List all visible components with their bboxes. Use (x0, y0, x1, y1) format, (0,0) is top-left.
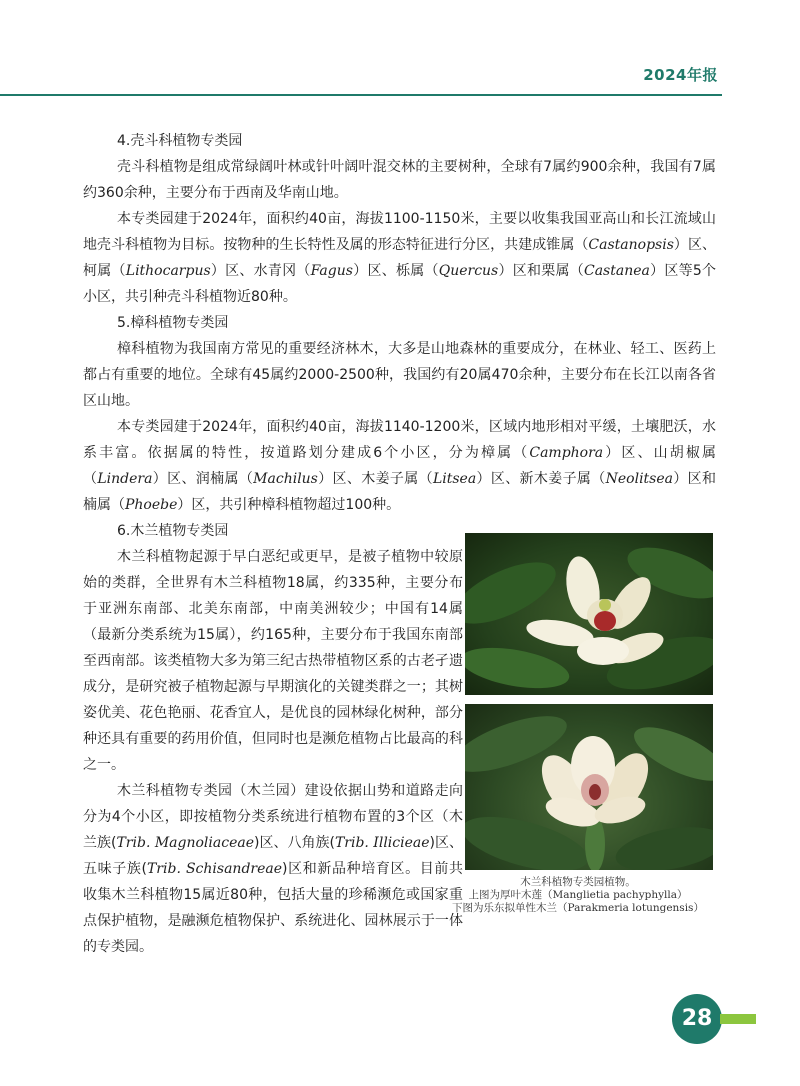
caption-line: 木兰科植物专类园植物。 (520, 876, 636, 888)
section-heading-magnoliaceae: 6.木兰植物专类园 (117, 523, 229, 539)
paragraph: 樟科植物为我国南方常见的重要经济林木，大多是山地森林的重要成分，在林业、轻工、医药上都占有重要的地位。全球有45属约2000-2500种，我国约有20属470余种，主要分布在长江以南各省区山地。 (83, 341, 716, 409)
section-heading-lauraceae: 5.樟科植物专类园 (117, 315, 229, 331)
paragraph: 本专类园建于2024年，面积约40亩，海拔1100-1150米，主要以收集我国亚高山和长江流域山地壳斗科植物为目标。按物种的生长特性及属的形态特征进行分区，共建成锥属（Castanopsis）区、柯属（Lithocarpus）区、水青冈（Fagus）区、栎属（Quercus）区和栗属（Castanea）区等5个小区，共引种壳斗科植物近80种。 (83, 211, 717, 305)
page-number-bar (720, 1014, 756, 1024)
figure-caption (405, 876, 751, 915)
paragraph: 壳斗科植物是组成常绿阔叶林或针叶阔叶混交林的主要树种，全球有7属约900余种，我国有7属约360余种，主要分布于西南及华南山地。 (83, 159, 716, 201)
photo-manglietia-pachyphylla (465, 533, 713, 695)
section-heading-fagaceae: 4.壳斗科植物专类园 (117, 133, 243, 149)
paragraph: 本专类园建于2024年，面积约40亩，海拔1140-1200米，区域内地形相对平缓，土壤肥沃，水系丰富。依据属的特性，按道路划分建成6个小区，分为樟属（Camphora）区、山胡椒属（Lindera）区、润楠属（Machilus）区、木姜子属（Litsea）区、新木姜子属（Neolitsea）区和楠属（Phoebe）区，共引种樟科植物超过100种。 (83, 419, 717, 513)
header-rule (0, 94, 722, 96)
caption-line: 下图为乐东拟单性木兰（Parakmeria lotungensis） (452, 902, 704, 914)
paragraph: 木兰科植物专类园（木兰园）建设依据山势和道路走向分为4个小区，即按植物分类系统进行植物布置的3个区（木兰族(Trib. Magnoliaceae)区、八角族(Trib. Illicieae)区、五味子族(Trib. Schisandreae)区和新品种培育区。目前共收集木兰科植物15属近80种，包括大量的珍稀濒危或国家重点保护植物，是融濒危植物保护、系统进化、园林展示于一体的专类园。 (83, 783, 463, 955)
page-number: 28 (672, 994, 722, 1044)
paragraph: 木兰科植物起源于早白恶纪或更早，是被子植物中较原始的类群，全世界有木兰科植物18属，约335种，主要分布于亚洲东南部、北美东南部，中南美洲较少；中国有14属（最新分类系统为15属），约165种，主要分布于我国东南部至西南部。该类植物大多为第三纪古热带植物区系的古老孑遗成分，是研究被子植物起源与早期演化的关键类群之一；其树姿优美、花色艳丽、花香宜人，是优良的园林绿化树种，部分种还具有重要的药用价值，但同时也是濒危植物占比最高的科之一。 (83, 549, 463, 773)
caption-line: 上图为厚叶木莲（Manglietia pachyphylla） (468, 889, 688, 901)
magnoliaceae-column (83, 518, 463, 778)
running-header-title: 2024年报 (643, 66, 718, 84)
photo-parakmeria-lotungensis (465, 704, 713, 870)
